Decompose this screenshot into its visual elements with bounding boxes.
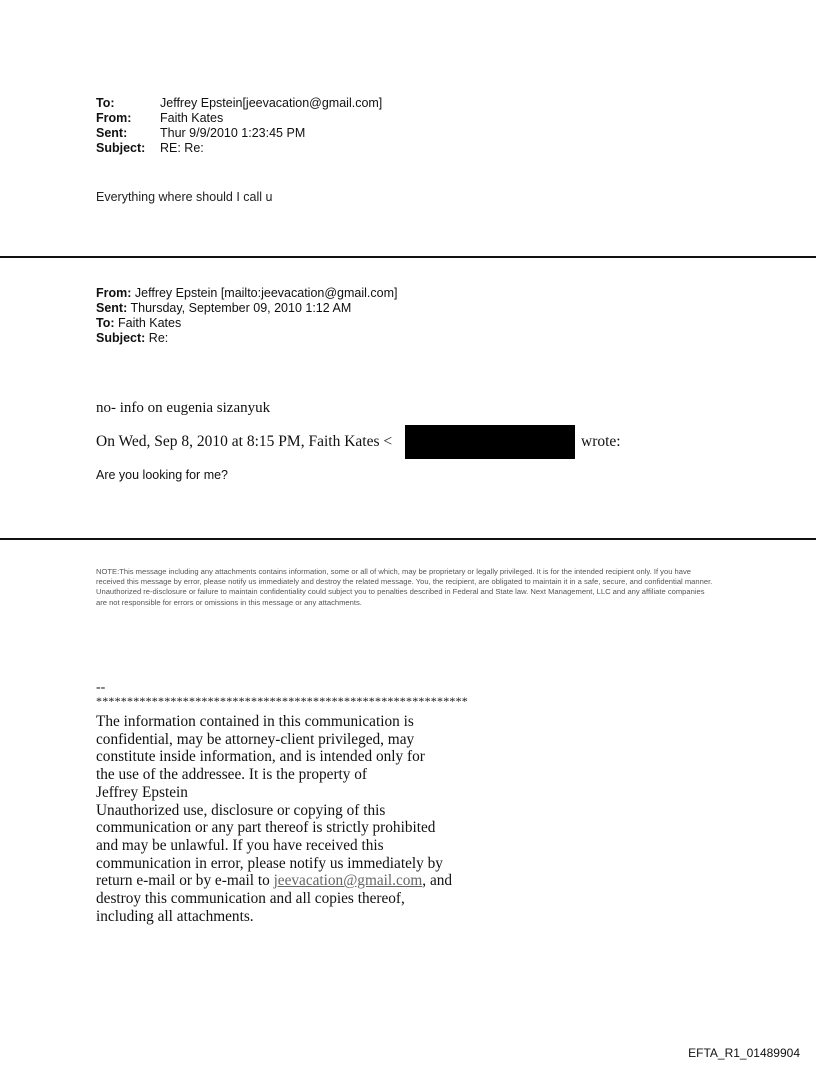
sent-value: Thur 9/9/2010 1:23:45 PM — [160, 126, 306, 140]
quoted-wrote: wrote: — [581, 433, 621, 450]
divider-bottom — [0, 538, 816, 540]
document-id: EFTA_R1_01489904 — [688, 1046, 800, 1060]
header-to-row — [96, 96, 382, 111]
quoted-subject-row — [96, 331, 168, 345]
legal-note: NOTE:This message including any attachments contains information, some or all of which, may be proprietary or legally privileged. It is for the intended recipient only. If you have received this message by error, please notify us immediately and destroy the related message. You, the recipient, are obligated to maintain it in a safe, secure, and confidential manner. Unauthorized re-disclosure or failure to maintain confidentiality could subject you to penalties described in Federal and State law. Next Management, LLC and any affiliate companies are not responsible for errors or omissions in this message or any attachments. — [96, 567, 713, 607]
from-label: From: — [96, 111, 132, 125]
conf-line: confidential, may be attorney-client privileged, may — [96, 730, 415, 748]
conf-line: communication or any part thereof is strictly prohibited — [96, 819, 436, 837]
confidentiality-notice — [96, 713, 516, 925]
divider-top — [0, 256, 816, 258]
quoted-subject-label: Subject: — [96, 331, 146, 345]
signature-dash: -- — [96, 680, 106, 695]
sent-label: Sent: — [96, 126, 128, 140]
signature-stars: ************************************************************ — [96, 694, 468, 708]
header-from-row — [96, 111, 223, 126]
conf-line: Unauthorized use, disclosure or copying of this — [96, 801, 386, 819]
quoted-from-value: Jeffrey Epstein [mailto:jeevacation@gmail.com] — [131, 286, 398, 300]
conf-line: communication in error, please notify us immediately by — [96, 854, 443, 872]
conf-line: destroy this communication and all copies thereof, — [96, 890, 405, 908]
quoted-to-row — [96, 316, 181, 330]
quoted-from-row — [96, 286, 397, 300]
header-sent-row — [96, 126, 305, 141]
conf-line: constitute inside information, and is intended only for — [96, 748, 425, 766]
subject-label: Subject: — [96, 141, 146, 155]
subject-value: RE: Re: — [160, 141, 204, 155]
conf-line: and may be unlawful. If you have received this — [96, 836, 384, 854]
quoted-to-label: To: — [96, 316, 115, 330]
quoted-sent-row — [96, 301, 351, 315]
quoted-body: no- info on eugenia sizanyuk — [96, 400, 271, 416]
to-label: To: — [96, 96, 115, 110]
original-message: Are you looking for me? — [96, 468, 229, 482]
to-value: Jeffrey Epstein[jeevacation@gmail.com] — [160, 96, 383, 110]
conf-line: the use of the addressee. It is the property of — [96, 766, 368, 784]
conf-email-line — [96, 872, 516, 890]
conf-line: including all attachments. — [96, 907, 254, 925]
quoted-sent-label: Sent: — [96, 301, 128, 315]
quoted-sent-value: Thursday, September 09, 2010 1:12 AM — [127, 301, 352, 315]
reply-body: Everything where should I call u — [96, 190, 273, 204]
email-link[interactable]: jeevacation@gmail.com — [273, 872, 423, 890]
conf-line: The information contained in this communication is — [96, 713, 414, 730]
conf-line: Jeffrey Epstein — [96, 783, 188, 801]
email-prefix: return e-mail or by e-mail to — [96, 872, 274, 890]
quoted-subject-value: Re: — [145, 331, 169, 345]
email-suffix: , and — [422, 872, 453, 890]
redaction-box — [405, 425, 575, 459]
quoted-to-value: Faith Kates — [114, 316, 182, 330]
header-subject-row — [96, 141, 204, 156]
quoted-on-line: On Wed, Sep 8, 2010 at 8:15 PM, Faith Kates < — [96, 433, 393, 450]
from-value: Faith Kates — [160, 111, 224, 125]
quoted-from-label: From: — [96, 286, 132, 300]
